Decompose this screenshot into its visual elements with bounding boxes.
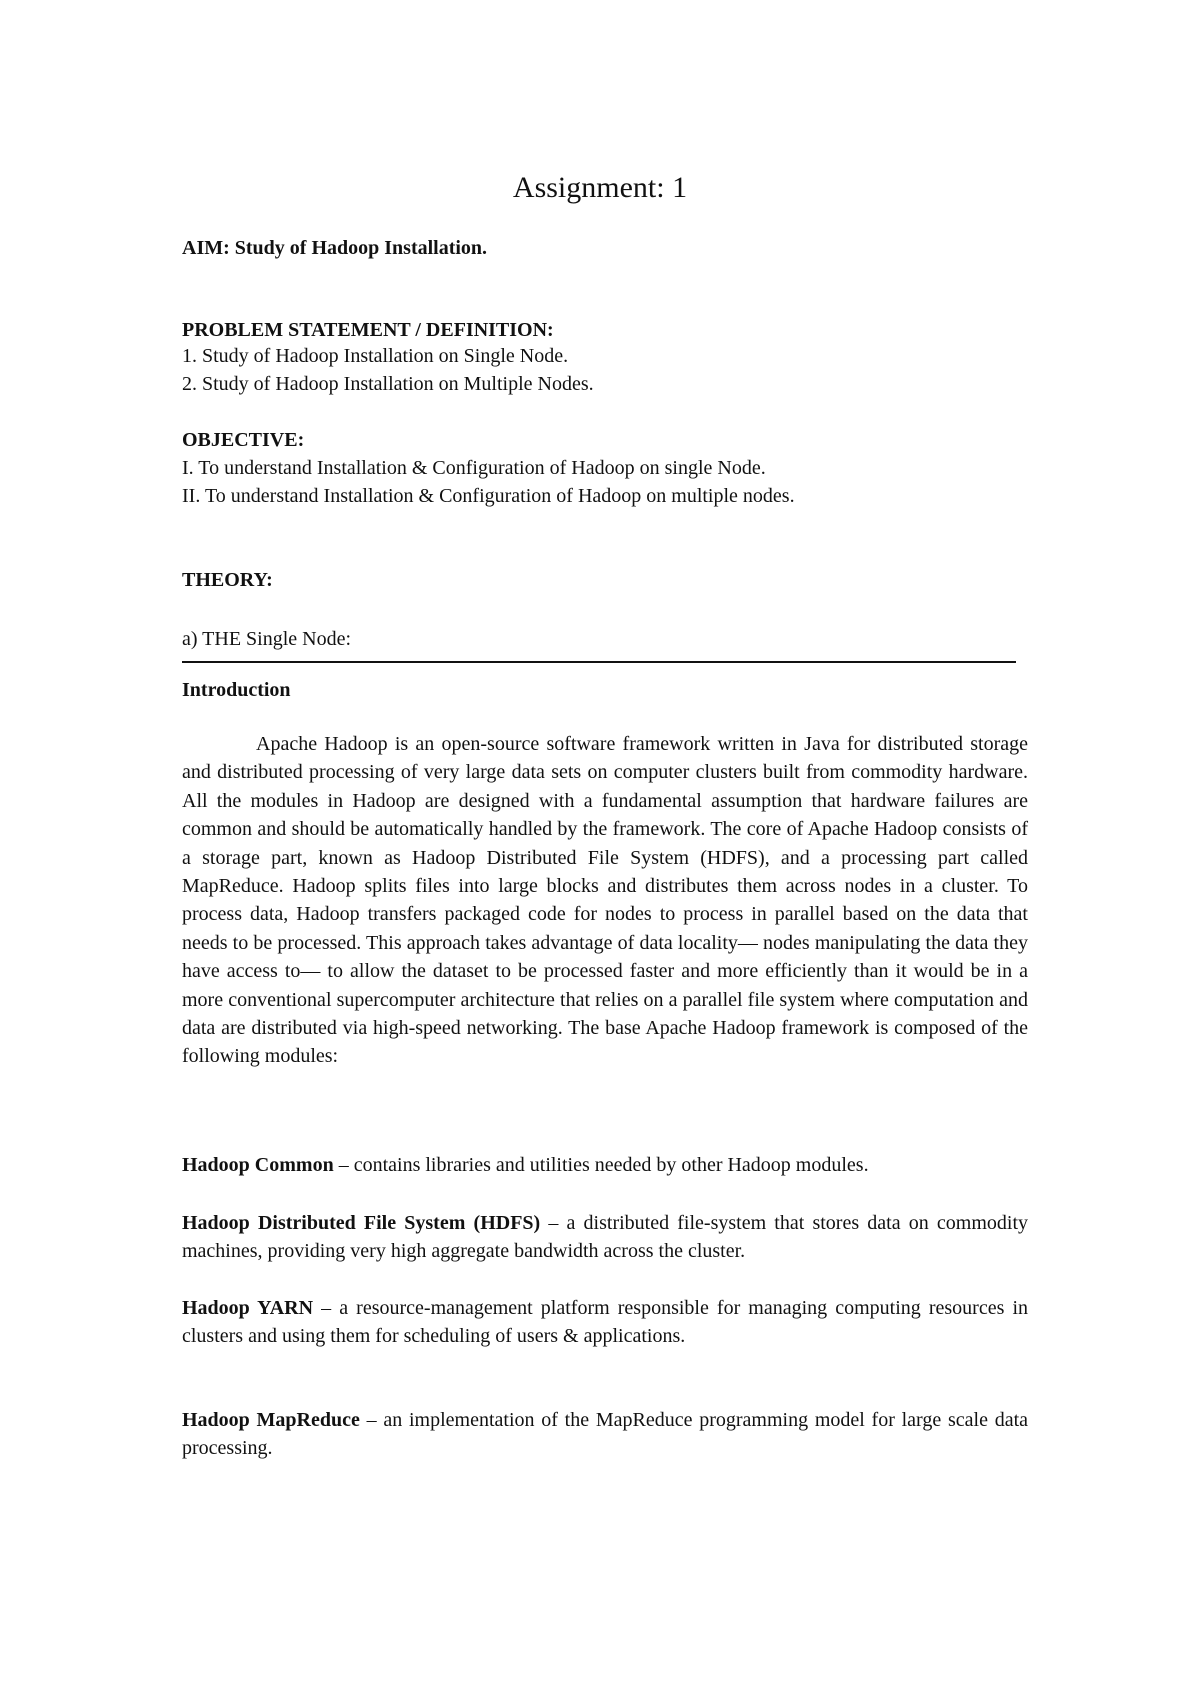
section-divider [182,661,1016,663]
module-hadoop-mapreduce [182,1406,1028,1463]
aim-heading: AIM: Study of Hadoop Installation. [182,237,488,259]
module-description: – a distributed file-system that stores data on commodity machines, providing very high aggregate bandwidth across the cluster. [182,1212,1028,1263]
module-name: Hadoop Distributed File System (HDFS) [182,1212,541,1234]
module-name: Hadoop MapReduce [182,1409,360,1431]
objective-item-2: II. To understand Installation & Configuration of Hadoop on multiple nodes. [182,485,795,507]
page-title: Assignment: 1 [512,171,688,204]
problem-heading: PROBLEM STATEMENT / DEFINITION: [182,319,554,341]
module-description: – a resource-management platform responsible for managing computing resources in clusters and using them for scheduling of users & applications. [182,1297,1029,1348]
module-hdfs [182,1209,1028,1266]
introduction-paragraph: Apache Hadoop is an open-source software framework written in Java for distributed storage and distributed processing of very large data sets on computer clusters built from commodity hardware. All the modules in Hadoop are designed with a fundamental assumption that hardware failures are common and should be automatically handled by the framework. The core of Apache Hadoop consists of a storage part, known as Hadoop Distributed File System (HDFS), and a processing part called MapReduce. Hadoop splits files into large blocks and distributes them across nodes in a cluster. To process data, Hadoop transfers packaged code for nodes to process in parallel based on the data that needs to be processed. This approach takes advantage of data locality— nodes manipulating the data they have access to— to allow the dataset to be processed faster and more efficiently than it would be in a more conventional supercomputer architecture that relies on a parallel file system where computation and data are distributed via high-speed networking. The base Apache Hadoop framework is composed of the following modules: [182,733,1028,1068]
module-hadoop-common [182,1151,1028,1179]
module-description: – an implementation of the MapReduce programming model for large scale data processing. [182,1409,1029,1460]
module-name: Hadoop YARN [182,1297,314,1319]
problem-item-2: 2. Study of Hadoop Installation on Multiple Nodes. [182,373,594,395]
module-name: Hadoop Common [182,1154,334,1176]
theory-heading: THEORY: [182,569,273,591]
problem-item-1: 1. Study of Hadoop Installation on Single Node. [182,345,569,367]
module-description: – contains libraries and utilities needed by other Hadoop modules. [333,1154,869,1176]
introduction-heading: Introduction [182,679,291,701]
module-hadoop-yarn [182,1294,1028,1351]
objective-item-1: I. To understand Installation & Configuration of Hadoop on single Node. [182,457,766,479]
objective-heading: OBJECTIVE: [182,429,305,451]
theory-subheading: a) THE Single Node: [182,628,352,650]
